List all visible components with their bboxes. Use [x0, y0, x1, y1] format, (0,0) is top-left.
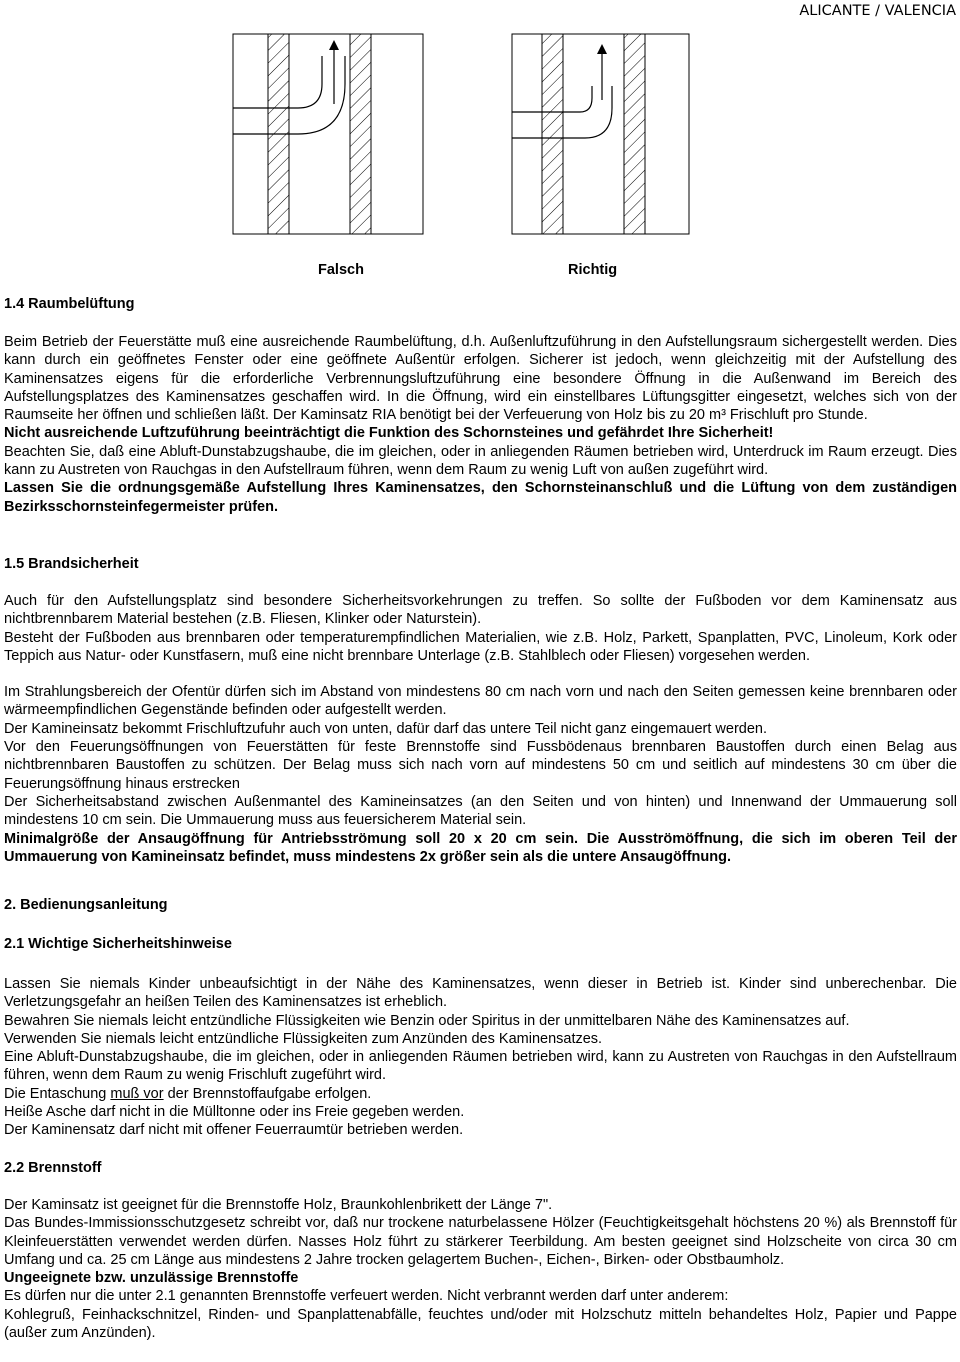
paragraph: Eine Abluft-Dunstabzugshaube, die im gleichen, oder in anliegenden Räumen betrieben wird, kann zu Austreten von Rauchgas in den Aufstellraum führen, wenn dem Raum zu wenig Frischluft zugeführt wird. — [4, 1049, 957, 1084]
paragraph-bold: Minimalgröße der Ansaugöffnung für Antriebsströmung soll 20 x 20 cm sein. Die Ausströmöffnung, die sich im oberen Teil der Ummauerung von Kamineinsatz befindet, muss mindestens 2x größer sein als die untere Ansaugöffnung. — [4, 830, 957, 865]
paragraph: Bewahren Sie niemals leicht entzündliche Flüssigkeiten wie Benzin oder Spiritus in der unmittelbaren Nähe des Kaminensatzes auf. — [4, 1012, 850, 1029]
heading-2-2: 2.2 Brennstoff — [4, 1160, 102, 1176]
section-2-2-body — [4, 1196, 957, 1342]
paragraph: Der Kaminsatz ist geeignet für die Brennstoffe Holz, Braunkohlenbrikett der Länge 7". — [4, 1197, 553, 1213]
heading-2-1: 2.1 Wichtige Sicherheitshinweise — [4, 936, 232, 952]
underlined-text: muß vor — [110, 1085, 164, 1102]
paragraph: Vor den Feuerungsöffnungen von Feuerstätten für feste Brennstoffe sind Fussbödenaus brennbaren Baustoffen durch einen Belag aus nichtbrennbaren Baustoffen zu schützen. Der Belag muss sich nach vorn auf mindestens 50 cm und seitlich auf mindestens 30 cm über die Feuerungsöffnung hinaus erstrecken — [4, 739, 957, 792]
paragraph: Verwenden Sie niemals leicht entzündliche Flüssigkeiten zum Anzünden des Kaminensatzes. — [4, 1030, 603, 1047]
chimney-diagram — [0, 0, 960, 260]
paragraph: Der Kamineinsatz bekommt Frischluftzufuhr auch von unten, dafür darf das untere Teil nicht ganz eingemauert werden. — [4, 720, 767, 737]
header-brand: ALICANTE / VALENCIA — [799, 3, 956, 19]
paragraph: Lassen Sie niemals Kinder unbeaufsichtigt in der Nähe des Kaminensatzes, wenn dieser in Betrieb ist. Kinder sind unberechenbar. Die Verletzungsgefahr an heißen Teilen des Kaminensatzes ist erheblich. — [4, 976, 957, 1011]
paragraph: Der Kaminensatz darf nicht mit offener Feuerraumtür betrieben werden. — [4, 1122, 464, 1139]
label-right: Richtig — [568, 262, 618, 278]
paragraph: Es dürfen nur die unter 2.1 genannten Brennstoffe verfeuert werden. Nicht verbrannt werden darf unter anderem: — [4, 1288, 729, 1305]
right-chimney-drawing — [512, 34, 689, 234]
section-1-4-body — [4, 333, 957, 516]
paragraph: Im Strahlungsbereich der Ofentür dürfen sich im Abstand von mindestens 80 cm nach vorn und nach den Seiten gemessen keine brennbaren oder wärmeempfindlichen Gegenstände befinden oder aufgestellt werden. — [4, 684, 957, 719]
section-2-1-body — [4, 975, 957, 1140]
subheading: Ungeeignete bzw. unzulässige Brennstoffe — [4, 1270, 299, 1287]
wrong-chimney-drawing — [233, 34, 423, 234]
paragraph: Beachten Sie, daß eine Abluft-Dunstabzugshaube, die im gleichen, oder in anliegenden Räumen betrieben wird, Unterdruck im Raum erzeugt. Dies kann zu Austreten von Rauchgas in den Aufstellraum führen, wenn dem Raum zu wenig Luft von außen zugeführt wird. — [4, 443, 957, 479]
paragraph: Heiße Asche darf nicht in die Mülltonne oder ins Freie gegeben werden. — [4, 1104, 465, 1121]
section-1-5-body — [4, 592, 957, 866]
paragraph — [4, 1085, 957, 1103]
text-run: Die Entaschung — [4, 1085, 111, 1102]
paragraph: Der Sicherheitsabstand zwischen Außenmantel des Kamineinsatzes (an den Seiten und von hinten) und Innenwand der Ummauerung soll mindestens 10 cm sein. Die Ummauerung muss aus feuersicherem Material sein. — [4, 793, 957, 829]
heading-2: 2. Bedienungsanleitung — [4, 897, 168, 913]
paragraph: Das Bundes-Immissionsschutzgesetz schreibt vor, daß nur trockene naturbelassene Hölzer (Feuchtigkeitsgehalt höchstens 20 %) als Brennstoff für Kleinfeuerstätten verwendet werden dürfen. Nasses Holz führt zu stärkerer Teerbildung. Am besten geeignet sind Holzscheite von circa 30 cm Umfang und ca. 25 cm Länge aus mindestens 2 Jahre trocken gelagertem Buchen-, Eichen-, Birken- oder Obstbaumholz. — [4, 1215, 957, 1268]
warning-text: Nicht ausreichende Luftzuführung beeinträchtigt die Funktion des Schornsteines und gefährdet Ihre Sicherheit! — [4, 425, 774, 442]
paragraph: Auch für den Aufstellungsplatz sind besondere Sicherheitsvorkehrungen zu treffen. So sollte der Fußboden vor dem Kaminensatz aus nichtbrennbarem Material bestehen (z.B. Fliesen, Klinker oder Naturstein). — [4, 593, 957, 628]
paragraph: Kohlegruß, Feinhackschnitzel, Rinden- und Spanplattenabfälle, feuchtes und/oder mit Holzschutz mitteln behandeltes Holz, Papier und Pappe (außer zum Anzünden). — [4, 1306, 957, 1342]
paragraph: Besteht der Fußboden aus brennbaren oder temperaturempfindlichen Materialien, wie z.B. Holz, Parkett, Spanplatten, PVC, Linoleum, Kork oder Teppich aus Natur- oder Kunstfasern, muß eine nicht brennbare Unterlage (z.B. Stahlblech oder Fliesen) vorgesehen werden. — [4, 629, 957, 664]
text-run: der Brennstoffaufgabe erfolgen. — [163, 1085, 372, 1102]
paragraph-bold: Lassen Sie die ordnungsgemäße Aufstellung Ihres Kaminensatzes, den Schornsteinanschluß und die Lüftung von dem zuständigen Bezirksschornsteinfegermeister prüfen. — [4, 480, 957, 515]
heading-1-4: 1.4 Raumbelüftung — [4, 296, 135, 312]
label-wrong: Falsch — [318, 262, 364, 278]
heading-1-5: 1.5 Brandsicherheit — [4, 556, 139, 572]
paragraph: Beim Betrieb der Feuerstätte muß eine ausreichende Raumbelüftung, d.h. Außenluftzuführung in den Aufstellungsraum sichergestellt werden. Dies kann durch ein geöffnetes Fenster oder eine geöffnete Außentür erfolgen. Sicherer ist jedoch, wenn gleichzeitig mit der Aufstellung des Kaminensatzes eigens für die erforderliche Verbrennungsluftzuführung eine besondere Öffnung in die Außenwand im Bereich des Aufstellungsplatzes des Kaminensatzes geschaffen wird. In die Öffnung, wird ein einstellbares Lüftungsgitter eingesetzt, welches sich von der Raumseite her öffnen und schließen läßt. Der Kaminsatz RIA benötigt bei der Verfeuerung von Holz bis zu 20 m³ Frischluft pro Stunde. — [4, 334, 957, 424]
